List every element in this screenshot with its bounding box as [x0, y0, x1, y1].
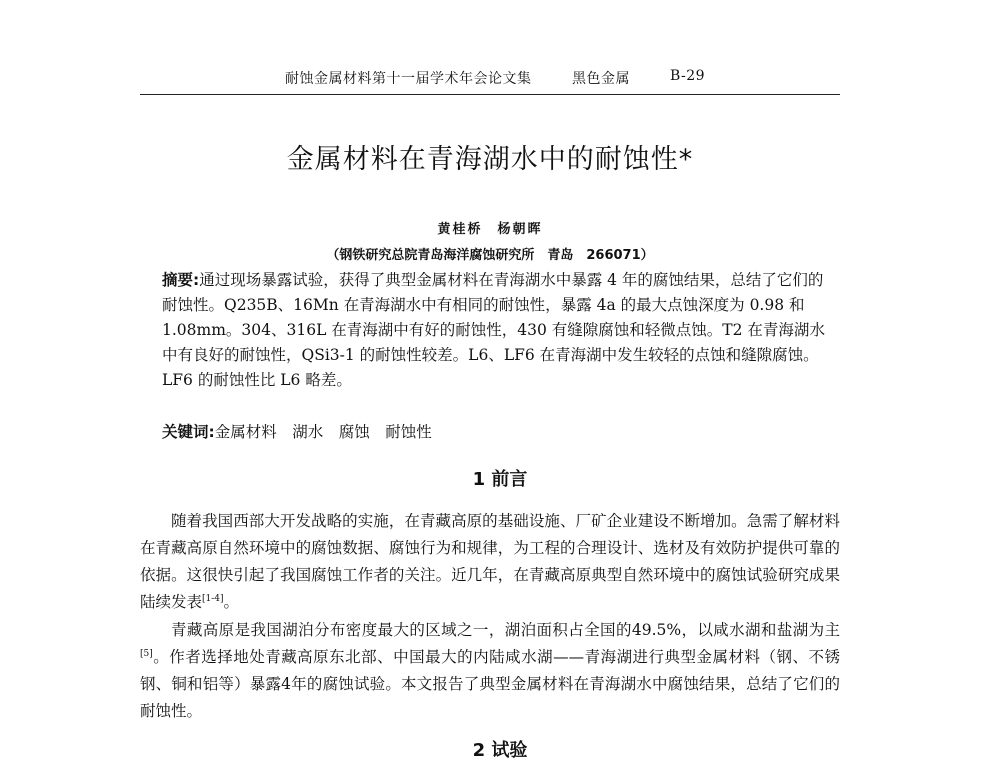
section-heading-experiment: 2 试验 [472, 740, 528, 761]
paragraph-text: 青藏高原是我国湖泊分布密度最大的区域之一，湖泊面积占全国的49.5%，以咸水湖和盐湖为主 [171, 621, 840, 639]
paragraph [140, 617, 840, 725]
abstract-text: 通过现场暴露试验，获得了典型金属材料在青海湖水中暴露 4 年的腐蚀结果，总结了它们的耐蚀性。Q235B、16Mn 在青海湖水中有相同的耐蚀性，暴露 4a 的最大点蚀深度为 0.98 和 1.08mm。304、316L 在青海湖中有好的耐蚀性，430 有缝隙腐蚀和轻微点蚀。T2 在青海湖水中有良好的耐蚀性，QSi3-1 的耐蚀性较差。L6、LF6 在青海湖中发生较轻的点蚀和缝隙腐蚀。LF6 的耐蚀性比 L6 略差。 [162, 271, 825, 389]
paragraph-end: 。 [223, 593, 240, 611]
abstract-label: 摘要: [162, 271, 200, 289]
keywords [162, 420, 826, 445]
section-heading-introduction: 1 前言 [472, 469, 528, 490]
paragraph [140, 508, 840, 616]
affiliation: （钢铁研究总院青岛海洋腐蚀研究所 青岛 266071） [326, 248, 654, 263]
citation: [1-4] [202, 593, 224, 604]
header-rule [140, 94, 840, 95]
keywords-text: 金属材料 湖水 腐蚀 耐蚀性 [214, 423, 432, 441]
keywords-label: 关键词: [162, 423, 215, 441]
paragraph-end: 。作者选择地处青藏高原东北部、中国最大的内陆咸水湖——青海湖进行典型金属材料（钢、不锈钢、铜和铝等）暴露4年的腐蚀试验。本文报告了典型金属材料在青海湖水中腐蚀结果，总结了它们的耐蚀性。 [140, 648, 840, 720]
paragraph-text: 随着我国西部大开发战略的实施，在青藏高原的基础设施、厂矿企业建设不断增加。急需了解材料在青藏高原自然环境中的腐蚀数据、腐蚀行为和规律，为工程的合理设计、选材及有效防护提供可靠的依据。这很快引起了我国腐蚀工作者的关注。近几年，在青藏高原典型自然环境中的腐蚀试验研究成果陆续发表 [140, 512, 840, 611]
journal-name: 耐蚀金属材料第十一届学术年会论文集 [285, 71, 532, 87]
page-number: B-29 [670, 68, 706, 84]
authors: 黄桂桥 杨朝晖 [437, 222, 543, 237]
abstract [162, 268, 826, 393]
paper-title: 金属材料在青海湖水中的耐蚀性* [286, 144, 694, 175]
citation: [5] [140, 648, 153, 659]
section-category: 黑色金属 [572, 71, 630, 87]
